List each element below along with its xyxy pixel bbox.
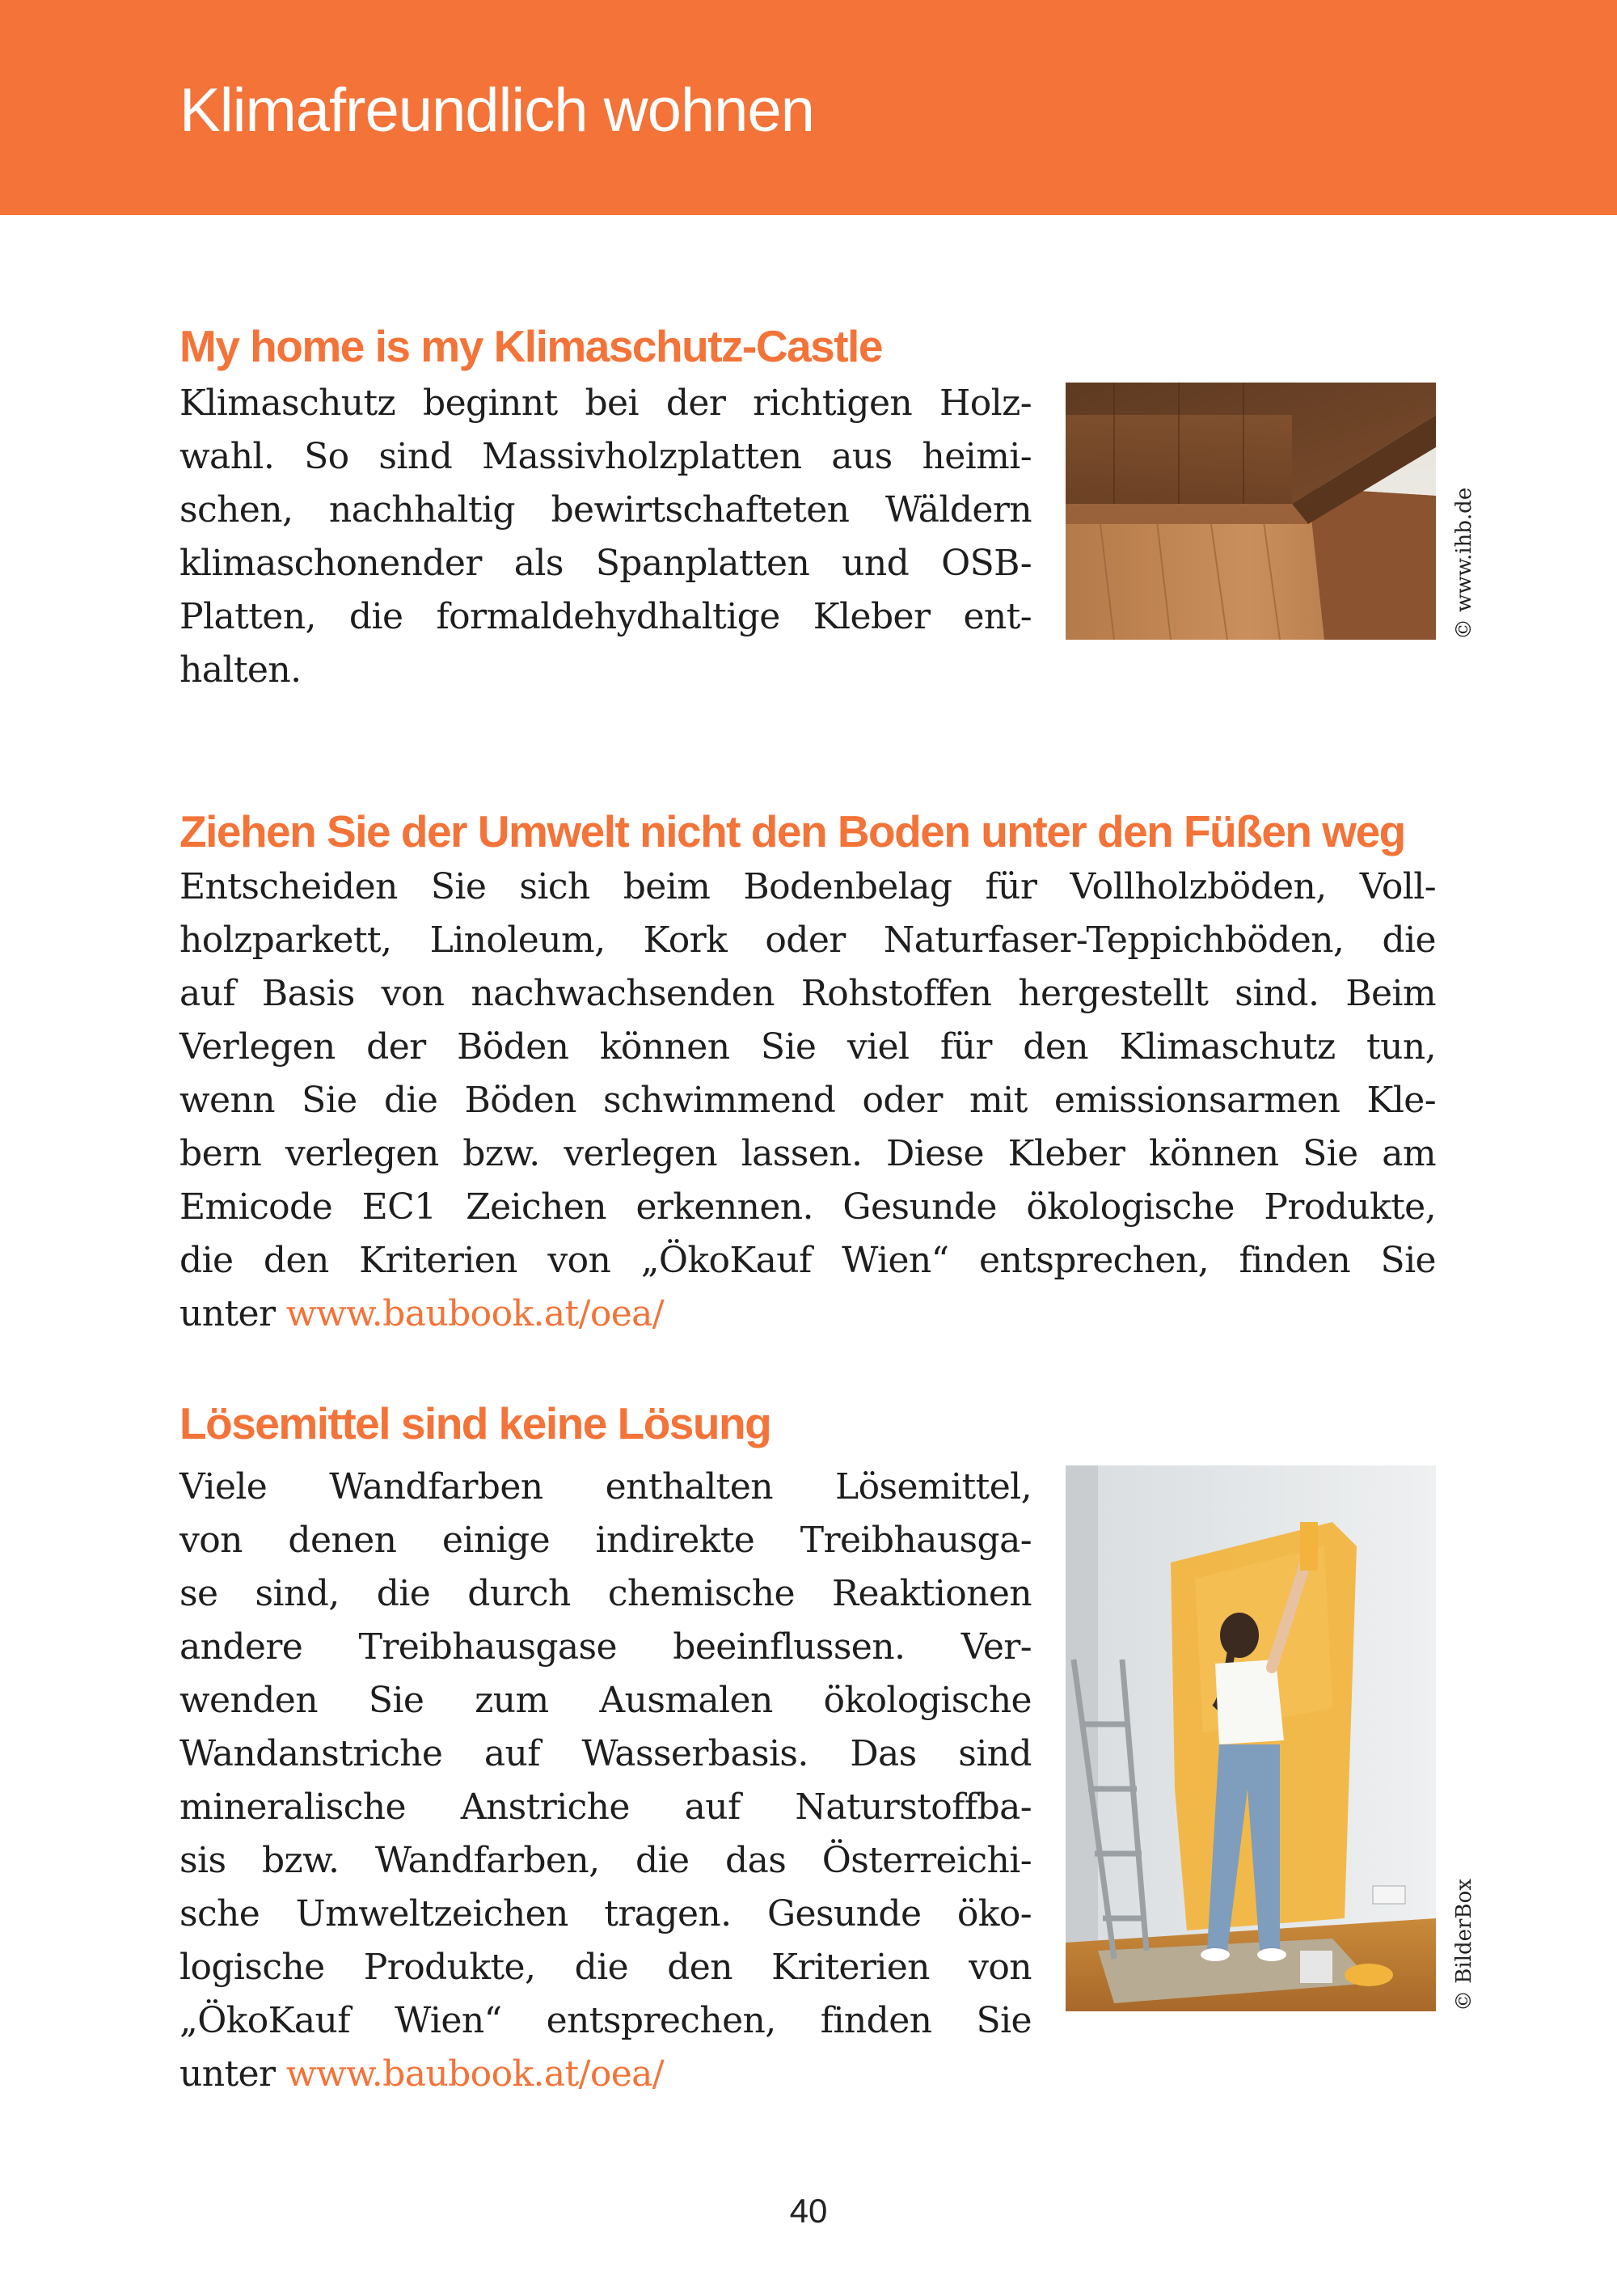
text-line: wahl. So sind Massivholzplatten aus heimi- <box>179 436 1032 477</box>
painting-wall-photo <box>1066 1465 1436 2011</box>
wood-panels-illustration <box>1066 383 1436 640</box>
section-body-boden <box>179 860 1436 1341</box>
text-line <box>179 2048 1032 2101</box>
text-line: klimaschonender als Spanplatten und OSB- <box>179 543 1032 584</box>
page-number: 40 <box>789 2192 828 2230</box>
link-prefix: unter <box>179 1293 286 1334</box>
image-credit-bilderbox: © BilderBox <box>1452 1879 1476 2011</box>
text-line: Emicode EC1 Zeichen erkennen. Gesunde ökologische Produkte, <box>179 1186 1436 1228</box>
text-line: sis bzw. Wandfarben, die das Österreichi- <box>179 1840 1032 1881</box>
baubook-link[interactable]: www.baubook.at/oea/ <box>285 1293 665 1334</box>
text-line: Wandanstriche auf Wasserbasis. Das sind <box>179 1733 1032 1774</box>
section-heading-boden: Ziehen Sie der Umwelt nicht den Boden unter den Füßen weg <box>179 806 1405 856</box>
text-line: auf Basis von nachwachsenden Rohstoffen hergestellt sind. Beim <box>179 973 1436 1014</box>
text-line: mineralische Anstriche auf Naturstoffba- <box>179 1786 1032 1828</box>
text-line: wenden Sie zum Ausmalen ökologische <box>179 1680 1032 1721</box>
wood-panels-photo <box>1066 383 1436 640</box>
image-credit-ihb: © www.ihb.de <box>1452 487 1476 640</box>
text-line: Entscheiden Sie sich beim Bodenbelag für Vollholzböden, Voll- <box>179 866 1436 907</box>
text-line: halten. <box>179 649 302 691</box>
section-body-loesemittel <box>179 1461 1032 2101</box>
text-line: logische Produkte, die den Kriterien von <box>179 1947 1032 1988</box>
text-line: wenn Sie die Böden schwimmend oder mit emissionsarmen Kle- <box>179 1080 1436 1121</box>
section-body-holz <box>179 377 1032 697</box>
text-line <box>179 1288 1436 1341</box>
text-line: se sind, die durch chemische Reaktionen <box>179 1573 1032 1614</box>
text-line: „ÖkoKauf Wien“ entsprechen, finden Sie <box>179 2000 1032 2041</box>
page-title: Klimafreundlich wohnen <box>179 76 814 145</box>
text-line: Viele Wandfarben enthalten Lösemittel, <box>179 1466 1032 1507</box>
text-line: sche Umweltzeichen tragen. Gesunde öko- <box>179 1893 1032 1934</box>
text-line: schen, nachhaltig bewirtschafteten Wäldern <box>179 489 1032 531</box>
baubook-link[interactable]: www.baubook.at/oea/ <box>285 2053 665 2095</box>
link-prefix: unter <box>179 2053 286 2095</box>
section-heading-holz: My home is my Klimaschutz-Castle <box>179 321 882 371</box>
text-line: andere Treibhausgase beeinflussen. Ver- <box>179 1626 1032 1668</box>
text-line: Platten, die formaldehydhaltige Kleber ent- <box>179 596 1032 637</box>
text-line: die den Kriterien von „ÖkoKauf Wien“ entsprechen, finden Sie <box>179 1240 1436 1281</box>
text-line: holzparkett, Linoleum, Kork oder Naturfaser-Teppichböden, die <box>179 920 1436 961</box>
section-heading-loesemittel: Lösemittel sind keine Lösung <box>179 1398 771 1448</box>
painting-wall-illustration <box>1066 1465 1436 2011</box>
text-line: Klimaschutz beginnt bei der richtigen Holz- <box>179 383 1032 424</box>
text-line: von denen einige indirekte Treibhausga- <box>179 1520 1032 1561</box>
header-bar <box>0 0 1617 215</box>
text-line: Verlegen der Böden können Sie viel für den Klimaschutz tun, <box>179 1026 1436 1068</box>
text-line: bern verlegen bzw. verlegen lassen. Diese Kleber können Sie am <box>179 1133 1436 1174</box>
